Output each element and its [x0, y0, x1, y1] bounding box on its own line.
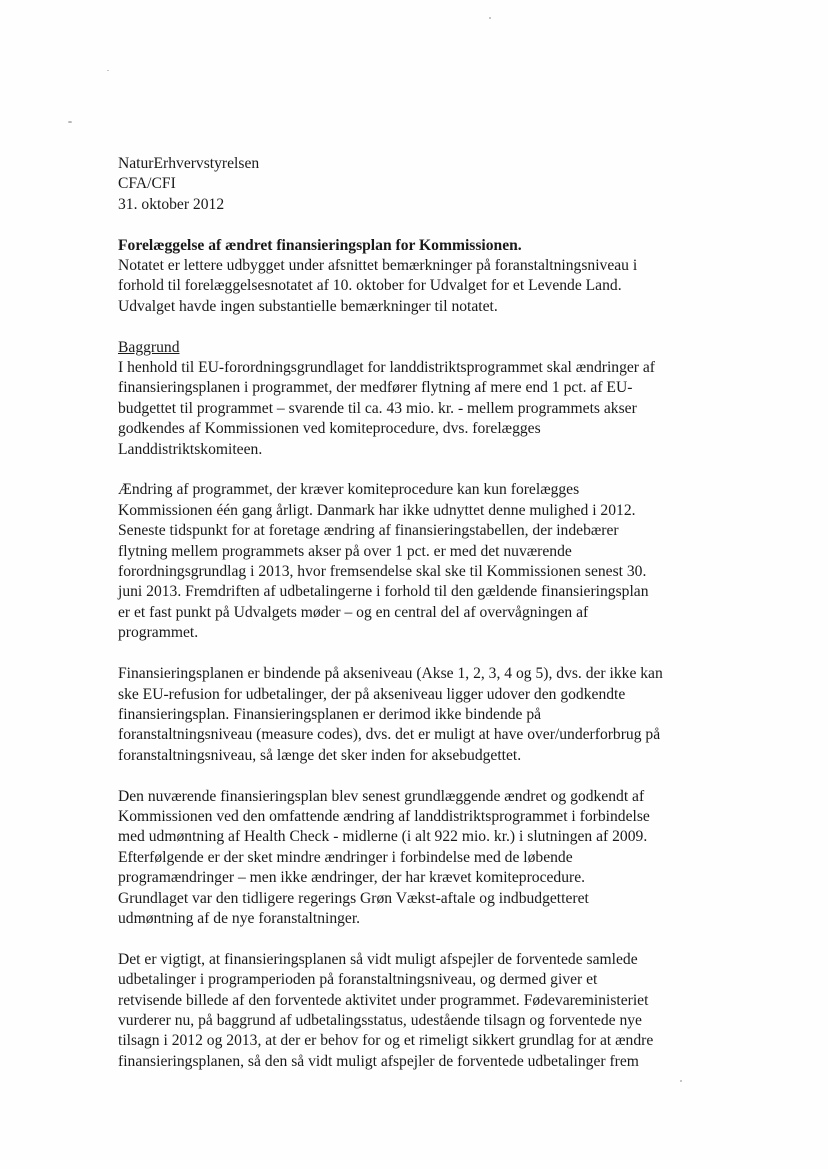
text-line: finansieringsplanen i programmet, der medfører flytning af mere end 1 pct. af EU-	[118, 379, 633, 397]
scan-speck	[489, 17, 491, 19]
paragraph-4	[118, 787, 718, 930]
text-line: godkendes af Kommissionen ved komiteprocedure, dvs. forelægges	[118, 420, 541, 438]
scan-speck	[107, 70, 109, 71]
text-line: juni 2013. Fremdriften af udbetalingerne i forhold til den gældende finansieringsplan	[118, 583, 649, 601]
paragraph-5	[118, 950, 718, 1072]
text-line: ske EU-refusion for udbetalinger, der på akseniveau ligger udover den godkendte	[118, 685, 626, 703]
text-line: retvisende billede af den forventede aktivitet under programmet. Fødevareministeriet	[118, 991, 649, 1009]
text-line: foranstaltningsniveau, så længe det sker inden for aksebudgettet.	[118, 746, 522, 764]
text-line: budgettet til programmet – svarende til ca. 43 mio. kr. - mellem programmets akser	[118, 399, 637, 417]
text-line: Det er vigtigt, at finansieringsplanen så vidt muligt afspejler de forventede samlede	[118, 950, 638, 968]
text-line: udbetalinger i programperioden på foranstaltningsniveau, og dermed giver et	[118, 971, 598, 989]
text-line: Udvalget havde ingen substantielle bemærkninger til notatet.	[118, 297, 498, 315]
text-line: Den nuværende finansieringsplan blev senest grundlæggende ændret og godkendt af	[118, 787, 645, 805]
text-line: Grundlaget var den tidligere regerings Grøn Vækst-aftale og indbudgetteret	[118, 889, 589, 907]
text-line: finansieringsplanen, så den så vidt muligt afspejler de forventede udbetalinger frem	[118, 1052, 639, 1070]
text-line: Kommissionen ved den omfattende ændring af landdistriktsprogrammet i forbindelse	[118, 807, 650, 825]
text-line: programmet.	[118, 624, 199, 642]
text-line: finansieringsplan. Finansieringsplanen er derimod ikke bindende på	[118, 705, 542, 723]
text-line: udmøntning af de nye foranstaltninger.	[118, 909, 361, 927]
text-line: programændringer – men ikke ændringer, der har krævet komiteprocedure.	[118, 869, 586, 887]
text-line: flytning mellem programmets akser på over 1 pct. er med det nuværende	[118, 542, 572, 560]
text-line: Finansieringsplanen er bindende på akseniveau (Akse 1, 2, 3, 4 og 5), dvs. der ikke kan	[118, 665, 663, 683]
text-line: Ændring af programmet, der kræver komiteprocedure kan kun forelægges	[118, 481, 580, 499]
text-line: foranstaltningsniveau (measure codes), dvs. det er muligt at have over/underforbrug på	[118, 726, 661, 744]
text-line: Notatet er lettere udbygget under afsnittet bemærkninger på foranstaltningsniveau i	[118, 257, 638, 275]
text-line: Efterfølgende er der sket mindre ændringer i forbindelse med de løbende	[118, 848, 573, 866]
scan-speck	[680, 1080, 682, 1082]
scan-speck	[68, 121, 72, 123]
paragraph-1	[118, 358, 718, 460]
text-line: vurderer nu, på baggrund af udbetalingsstatus, udestående tilsagn og forventede nye	[118, 1011, 642, 1029]
text-line: forordningsgrundlag i 2013, hvor fremsendelse skal ske til Kommissionen senest 30.	[118, 563, 647, 581]
text-line: I henhold til EU-forordningsgrundlaget for landdistriktsprogrammet skal ændringer af	[118, 359, 655, 377]
text-line: tilsagn i 2012 og 2013, at der er behov for og et rimeligt sikkert grundlag for at ændre	[118, 1032, 654, 1050]
document-title: Forelæggelse af ændret finansieringsplan for Kommissionen.	[118, 236, 522, 254]
text-line: med udmøntning af Health Check - midlerne (i alt 922 mio. kr.) i slutningen af 2009.	[118, 828, 648, 846]
letter-date: 31. oktober 2012	[118, 195, 225, 213]
sender-org: NaturErhvervstyrelsen	[118, 155, 260, 172]
reference-code: CFA/CFI	[118, 175, 176, 193]
section-heading: Baggrund	[118, 338, 180, 356]
paragraph-3	[118, 664, 718, 766]
text-line: er et fast punkt på Udvalgets møder – og en central del af overvågningen af	[118, 603, 589, 621]
text-line: Seneste tidspunkt for at foretage ændring af finansieringstabellen, der indebærer	[118, 522, 619, 540]
intro-paragraph	[118, 256, 718, 317]
text-line: forhold til forelæggelsesnotatet af 10. oktober for Udvalget for et Levende Land.	[118, 277, 622, 295]
paragraph-2	[118, 480, 718, 643]
text-line: Kommissionen één gang årligt. Danmark har ikke udnyttet denne mulighed i 2012.	[118, 501, 636, 519]
letter-body	[118, 154, 718, 1072]
text-line: Landdistriktskomiteen.	[118, 440, 263, 458]
